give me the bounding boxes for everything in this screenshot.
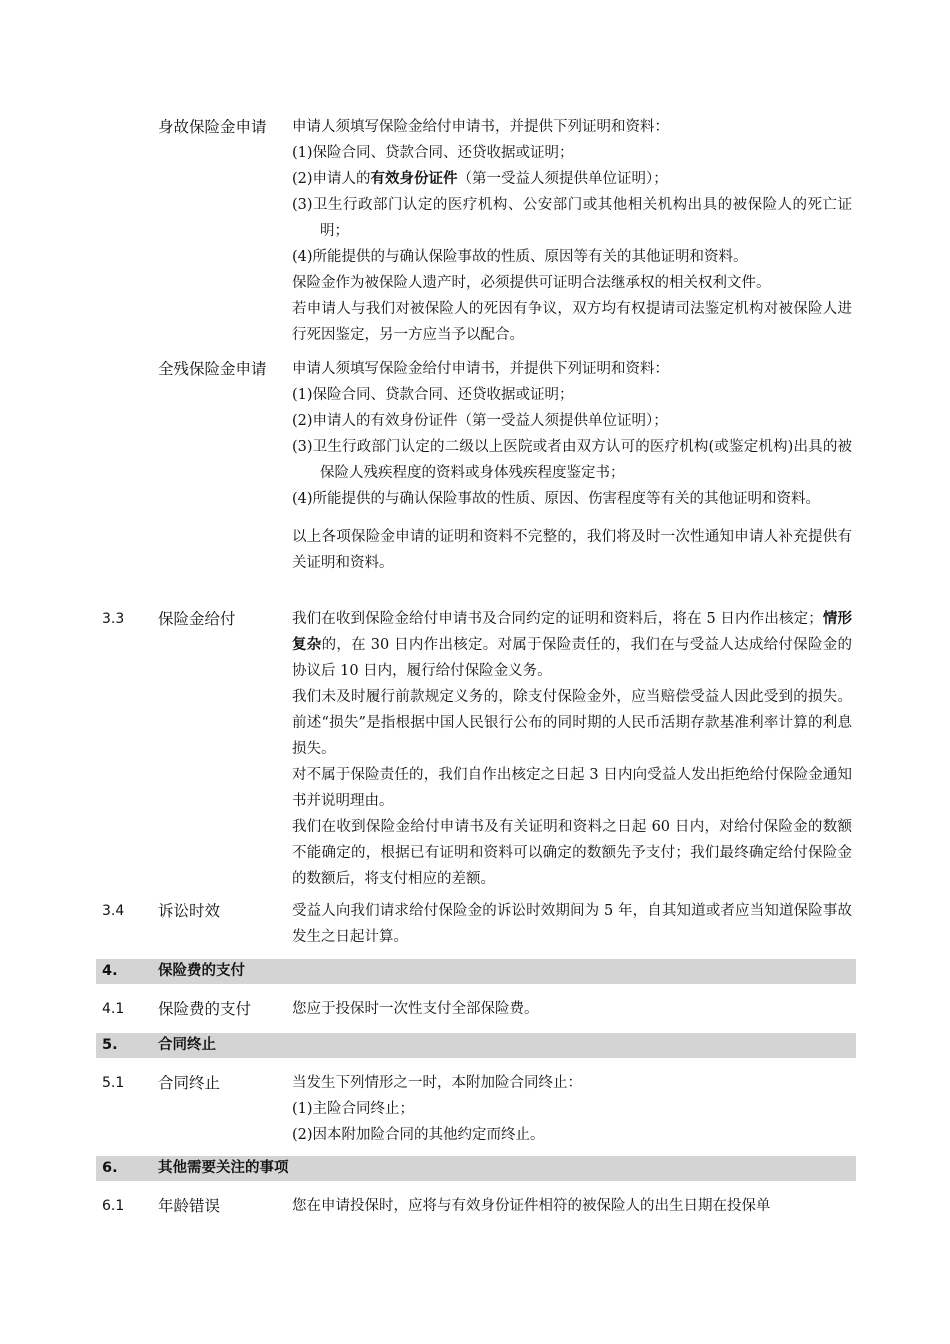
clause-number: 6.1: [102, 1198, 125, 1214]
section-title: 合同终止: [158, 1037, 216, 1053]
paragraph: 您在申请投保时，应将与有效身份证件相符的被保险人的出生日期在投保单: [292, 1198, 771, 1214]
intro-text: 当发生下列情形之一时，本附加险合同终止：: [292, 1075, 582, 1091]
clause-title: 年龄错误: [158, 1197, 221, 1215]
section-header-4: [96, 959, 856, 984]
paragraph: 我们在收到保险金给付申请书及有关证明和资料之日起 60 日内，对给付保险金的数额不能确定的，根据已有证明和资料可以确定的数额先予支付；我们最终确定给付保险金的数额后，将支付相应的差额。: [292, 819, 852, 887]
list-item: (1)主险合同终止；: [292, 1101, 415, 1117]
paragraph: 对不属于保险责任的，我们自作出核定之日起 3 日内向受益人发出拒绝给付保险金通知书并说明理由。: [292, 767, 852, 809]
list-item: (3)卫生行政部门认定的二级以上医院或者由双方认可的医疗机构(或鉴定机构)出具的被保险人残疾程度的资料或身体残疾程度鉴定书；: [292, 439, 852, 481]
section-title: 保险费的支付: [158, 963, 245, 979]
clause-title: 保险费的支付: [158, 1000, 252, 1018]
list-item: (2)申请人的有效身份证件（第一受益人须提供单位证明）；: [292, 170, 668, 187]
list-item: (3)卫生行政部门认定的医疗机构、公安部门或其他相关机构出具的被保险人的死亡证明；: [292, 197, 852, 239]
clause-body: [292, 996, 852, 1022]
clause-number: 4.1: [102, 1001, 125, 1017]
list-item: (4)所能提供的与确认保险事故的性质、原因等有关的其他证明和资料。: [292, 249, 748, 265]
list-item: (2)申请人的有效身份证件（第一受益人须提供单位证明）；: [292, 413, 668, 429]
list-item: (1)保险合同、贷款合同、还贷收据或证明；: [292, 145, 574, 161]
paragraph: 若申请人与我们对被保险人的死因有争议，双方均有权提请司法鉴定机构对被保险人进行死因鉴定，另一方应当予以配合。: [292, 301, 852, 343]
clause-title: 诉讼时效: [158, 902, 221, 920]
clause-body: [292, 606, 852, 892]
list-item: (1)保险合同、贷款合同、还贷收据或证明；: [292, 387, 574, 403]
section-number: 5.: [102, 1037, 118, 1053]
paragraph: 保险金作为被保险人遗产时，必须提供可证明合法继承权的相关权利文件。: [292, 275, 771, 291]
clause-body: [292, 1193, 852, 1219]
list-item: (2)因本附加险合同的其他约定而终止。: [292, 1127, 545, 1143]
section-header-6: [96, 1156, 856, 1181]
list-item: (4)所能提供的与确认保险事故的性质、原因、伤害程度等有关的其他证明和资料。: [292, 491, 821, 507]
clause-body: [292, 898, 852, 950]
paragraph: 以上各项保险金申请的证明和资料不完整的，我们将及时一次性通知申请人补充提供有关证明和资料。: [292, 529, 852, 571]
paragraph: 我们在收到保险金给付申请书及合同约定的证明和资料后，将在 5 日内作出核定；情形复杂的，在 30 日内作出核定。对属于保险责任的，我们在与受益人达成给付保险金的协议后 10 日内，履行给付保险金义务。: [292, 610, 852, 679]
paragraph: 您应于投保时一次性支付全部保险费。: [292, 1001, 539, 1017]
paragraph: 我们未及时履行前款规定义务的，除支付保险金外，应当赔偿受益人因此受到的损失。前述“损失”是指根据中国人民银行公布的同时期的人民币活期存款基准利率计算的利息损失。: [292, 689, 852, 757]
clause-body: [292, 114, 852, 348]
bold-term: 有效身份证件: [370, 170, 458, 187]
intro-text: 申请人须填写保险金给付申请书，并提供下列证明和资料：: [292, 119, 669, 135]
paragraph: 受益人向我们请求给付保险金的诉讼时效期间为 5 年，自其知道或者应当知道保险事故发生之日起计算。: [292, 903, 852, 945]
section-header-5: [96, 1033, 856, 1058]
section-title: 其他需要关注的事项: [158, 1160, 289, 1176]
clause-body: [292, 356, 852, 576]
intro-text: 申请人须填写保险金给付申请书，并提供下列证明和资料：: [292, 361, 669, 377]
clause-number: 3.4: [102, 903, 125, 919]
clause-body: [292, 1070, 852, 1148]
clause-title: 保险金给付: [158, 610, 236, 628]
section-number: 4.: [102, 963, 118, 979]
clause-number: 5.1: [102, 1075, 125, 1091]
clause-title: 全残保险金申请: [158, 360, 267, 378]
section-number: 6.: [102, 1160, 118, 1176]
clause-title: 身故保险金申请: [158, 118, 267, 136]
clause-number: 3.3: [102, 611, 125, 627]
clause-title: 合同终止: [158, 1074, 221, 1092]
bold-term: 情形复杂: [292, 610, 852, 653]
